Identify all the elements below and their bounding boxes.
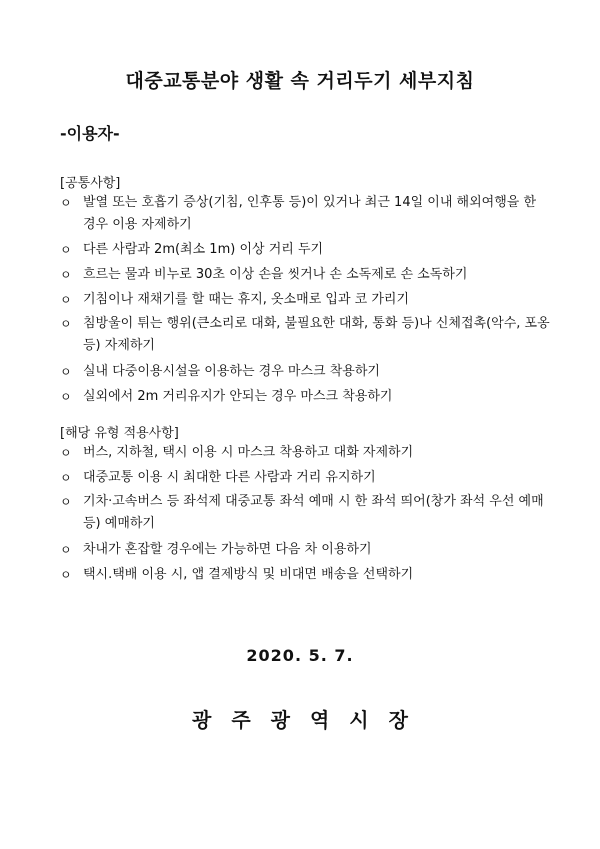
bullet-icon: ㅇ bbox=[60, 365, 72, 379]
list-item-text: 기침이나 재채기를 할 때는 휴지, 옷소매로 입과 코 가리기 bbox=[83, 292, 410, 307]
list-item bbox=[60, 442, 560, 464]
list-item bbox=[60, 192, 560, 236]
bullet-icon: ㅇ bbox=[60, 390, 72, 404]
list-item bbox=[60, 539, 560, 561]
list-item-text: 기차·고속버스 등 좌석제 대중교통 좌석 예매 시 한 좌석 띄어(창가 좌석 우선 예매 등) 예매하기 bbox=[83, 494, 544, 531]
list-item bbox=[60, 491, 560, 535]
section-header-common: [공통사항] bbox=[60, 176, 121, 191]
bullet-icon: ㅇ bbox=[60, 268, 72, 282]
bullet-icon: ㅇ bbox=[60, 317, 72, 331]
list-item-text: 다른 사람과 2m(최소 1m) 이상 거리 두기 bbox=[83, 242, 324, 257]
list-item-text: 대중교통 이용 시 최대한 다른 사람과 거리 유지하기 bbox=[83, 470, 376, 485]
list-item-text: 버스, 지하철, 택시 이용 시 마스크 착용하고 대화 자제하기 bbox=[83, 445, 414, 460]
list-item bbox=[60, 264, 560, 286]
list-item-text: 침방울이 튀는 행위(큰소리로 대화, 불필요한 대화, 통화 등)나 신체접촉(악수, 포옹 등) 자제하기 bbox=[83, 316, 550, 353]
list-item bbox=[60, 564, 560, 586]
bullet-icon: ㅇ bbox=[60, 196, 72, 210]
bullet-icon: ㅇ bbox=[60, 471, 72, 485]
list-item bbox=[60, 361, 560, 383]
list-item-text: 택시.택배 이용 시, 앱 결제방식 및 비대면 배송을 선택하기 bbox=[83, 567, 414, 582]
bullet-icon: ㅇ bbox=[60, 495, 72, 509]
issuer-name: 광주광역시장 bbox=[192, 708, 428, 732]
list-item bbox=[60, 313, 560, 357]
document-date: 2020. 5. 7. bbox=[246, 646, 354, 665]
list-item-text: 흐르는 물과 비누로 30초 이상 손을 씻거나 손 소독제로 손 소독하기 bbox=[83, 267, 468, 282]
list-item bbox=[60, 239, 560, 261]
list-item-text: 발열 또는 호흡기 증상(기침, 인후통 등)이 있거나 최근 14일 이내 해외여행을 한 경우 이용 자제하기 bbox=[83, 195, 537, 232]
bullet-icon: ㅇ bbox=[60, 243, 72, 257]
section-header-specific: [해당 유형 적용사항] bbox=[60, 426, 179, 441]
list-item-text: 실외에서 2m 거리유지가 안되는 경우 마스크 착용하기 bbox=[83, 389, 393, 404]
list-item-text: 실내 다중이용시설을 이용하는 경우 마스크 착용하기 bbox=[83, 364, 380, 379]
list-item bbox=[60, 386, 560, 408]
list-item bbox=[60, 467, 560, 489]
document-title: 대중교통분야 생활 속 거리두기 세부지침 bbox=[125, 70, 475, 92]
bullet-icon: ㅇ bbox=[60, 543, 72, 557]
bullet-icon: ㅇ bbox=[60, 568, 72, 582]
document-subtitle: -이용자- bbox=[60, 124, 120, 143]
list-item bbox=[60, 289, 560, 311]
bullet-icon: ㅇ bbox=[60, 293, 72, 307]
list-item-text: 차내가 혼잡할 경우에는 가능하면 다음 차 이용하기 bbox=[83, 542, 372, 557]
bullet-icon: ㅇ bbox=[60, 446, 72, 460]
